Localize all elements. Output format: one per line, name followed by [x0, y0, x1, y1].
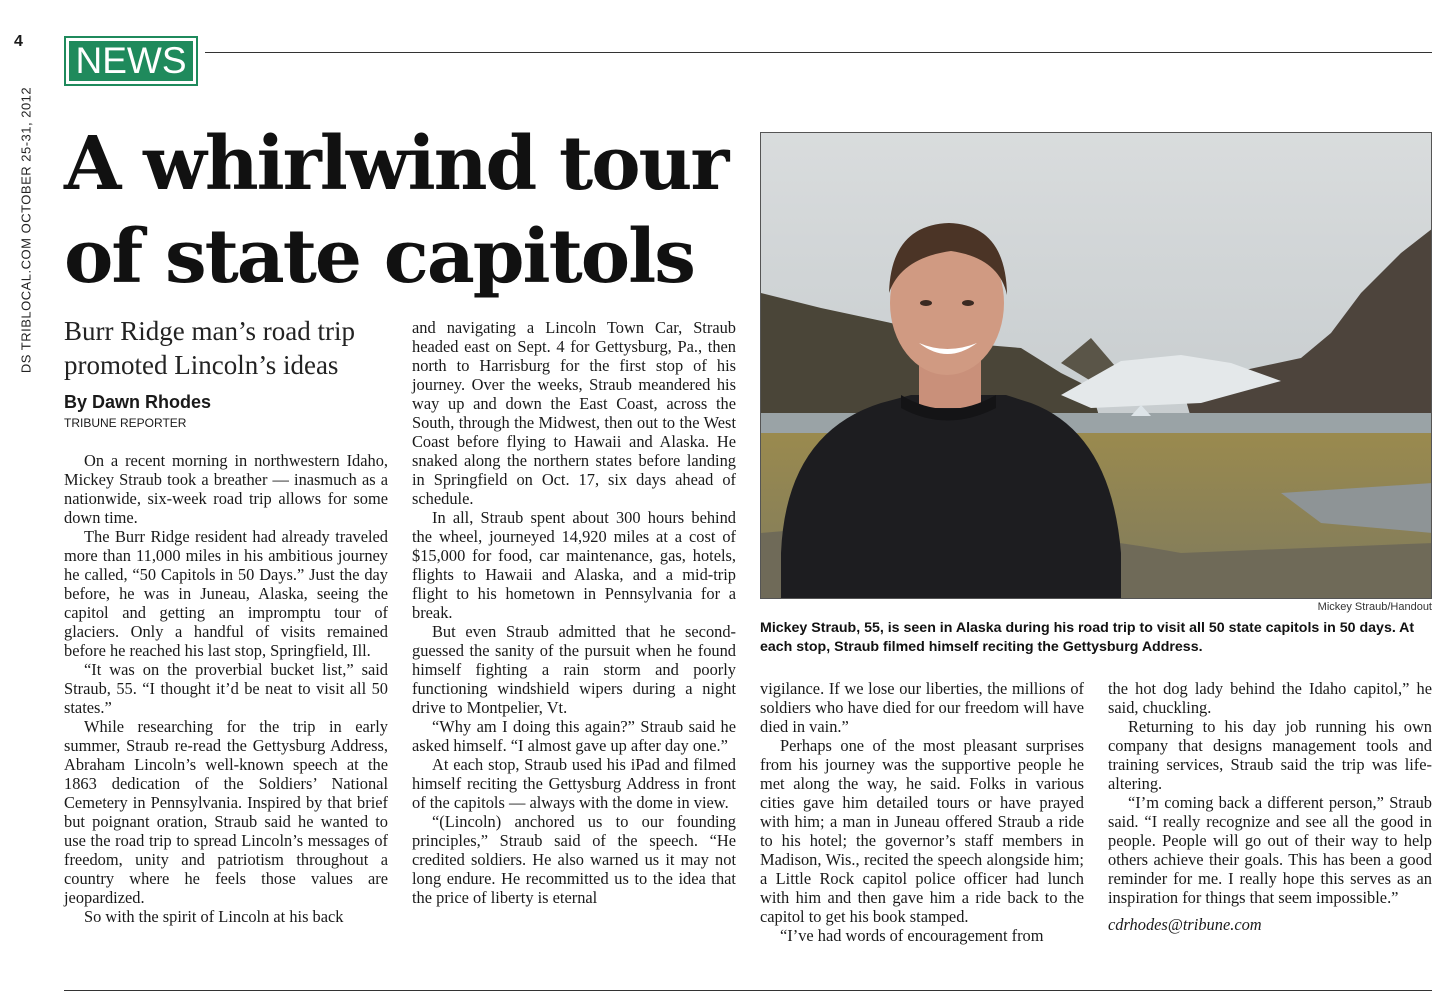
paragraph: “It was on the proverbial bucket list,” said Straub, 55. “I thought it’d be neat to visit all 50 states.”: [64, 660, 388, 717]
byline: By Dawn Rhodes: [64, 392, 212, 412]
photo-credit: Mickey Straub/Handout: [1317, 601, 1432, 613]
section-label: NEWS: [69, 41, 193, 81]
paragraph: On a recent morning in northwestern Idaho, Mickey Straub took a breather — inasmuch as a nationwide, six-week road trip allows for some down time.: [64, 451, 388, 527]
paragraph: While researching for the trip in early summer, Straub re-read the Gettysburg Address, Abraham Lincoln’s well-known speech at the 1863 dedication of the Soldiers’ National Cemetery in Pennsylvania. Inspired by that brief but poignant oration, Straub said he wanted to use the road trip to spread Lincoln’s messages of freedom, unity and patriotism throughout a country where he feels those values are jeopardized.: [64, 717, 388, 907]
column-4: [1108, 679, 1432, 934]
headline-line-1: A whirlwind tour: [64, 121, 728, 207]
photo-caption: Mickey Straub, 55, is seen in Alaska during his road trip to visit all 50 state capitols in 50 days. At each stop, Straub filmed himself reciting the Gettysburg Address.: [760, 620, 1415, 655]
column-1: [64, 451, 388, 926]
column-2: [412, 318, 736, 907]
deck-line-2: promoted Lincoln’s ideas: [64, 350, 339, 380]
paragraph: At each stop, Straub used his iPad and filmed himself reciting the Gettysburg Address in front of the capitols — always with the dome in view.: [412, 755, 736, 812]
paragraph: “I’ve had words of encouragement from: [780, 926, 1044, 945]
paragraph: The Burr Ridge resident had already traveled more than 11,000 miles in his ambitious journey he called, “50 Capitols in 50 Days.” Just the day before, he was in Juneau, Alaska, seeing the capitol and getting an impromptu tour of glaciers. Only a handful of visits remained before he reached his last stop, Springfield, Ill.: [64, 527, 388, 660]
page-number: 4: [14, 33, 23, 50]
paragraph: Perhaps one of the most pleasant surprises from his journey was the supportive people he met along the way, he said. Folks in various cities gave him detailed tours or have prayed with him; a man in Juneau offered Straub a ride to his hotel; the governor’s staff members in Madison, Wis., recited the speech alongside him; a Little Rock capitol police officer had lunch with him and then gave him a ride back to the capitol to get his book stamped.: [760, 736, 1084, 926]
deck: [64, 314, 394, 382]
column-3: [760, 679, 1084, 945]
paragraph: In all, Straub spent about 300 hours behind the wheel, journeyed 14,920 miles at a cost of $15,000 for food, car maintenance, gas, hotels, flights to Hawaii and Alaska, and a mid-trip flight to his hometown in Pennsylvania for a break.: [412, 508, 736, 622]
paragraph: “Why am I doing this again?” Straub said he asked himself. “I almost gave up after day one.”: [412, 717, 736, 755]
headline: [64, 118, 744, 304]
top-rule: [205, 52, 1432, 53]
paragraph: “(Lincoln) anchored us to our founding principles,” Straub said of the speech. “He credited soldiers. He also warned us it may not long endure. He recommitted us to the idea that the price of liberty is eternal: [412, 812, 736, 907]
paragraph: Returning to his day job running his own company that designs management tools and training services, Straub said the trip was life-altering.: [1108, 717, 1432, 793]
article-photo: [760, 132, 1432, 599]
paragraph: and navigating a Lincoln Town Car, Straub headed east on Sept. 4 for Gettysburg, Pa., then north to Harrisburg for the first stop of his journey. Over the weeks, Straub meandered his way up and down the East Coast, across the South, through the Midwest, then out to the West Coast before flying to Hawaii and Alaska. He snaked along the northern states before landing in Springfield on Oct. 17, six days ahead of schedule.: [412, 318, 736, 508]
paragraph: But even Straub admitted that he second-guessed the sanity of the pursuit when he found himself fighting a rain storm and poorly functioning windshield wipers during a night drive to Montpelier, Vt.: [412, 622, 736, 717]
author-email[interactable]: cdrhodes@tribune.com: [1108, 915, 1262, 934]
paragraph: vigilance. If we lose our liberties, the millions of soldiers who have died for our freedom will have died in vain.”: [760, 679, 1084, 736]
paragraph: So with the spirit of Lincoln at his back: [84, 907, 344, 926]
bottom-rule: [64, 990, 1432, 991]
headline-line-2: of state capitols: [64, 214, 694, 300]
paragraph: the hot dog lady behind the Idaho capitol,” he said, chuckling.: [1108, 679, 1432, 717]
byline-title: TRIBUNE REPORTER: [64, 416, 187, 430]
photo-image: [761, 133, 1432, 599]
side-folio: DS TRIBLOCAL.COM OCTOBER 25-31, 2012: [18, 86, 34, 374]
paragraph: “I’m coming back a different person,” Straub said. “I really recognize and see all the good in people. People will go out of their way to help others achieve their goals. This has been a good reminder for me. I really hope this serves as an inspiration for things that seem impossible.”: [1108, 793, 1432, 907]
section-flag: [64, 36, 198, 86]
deck-line-1: Burr Ridge man’s road trip: [64, 316, 355, 346]
